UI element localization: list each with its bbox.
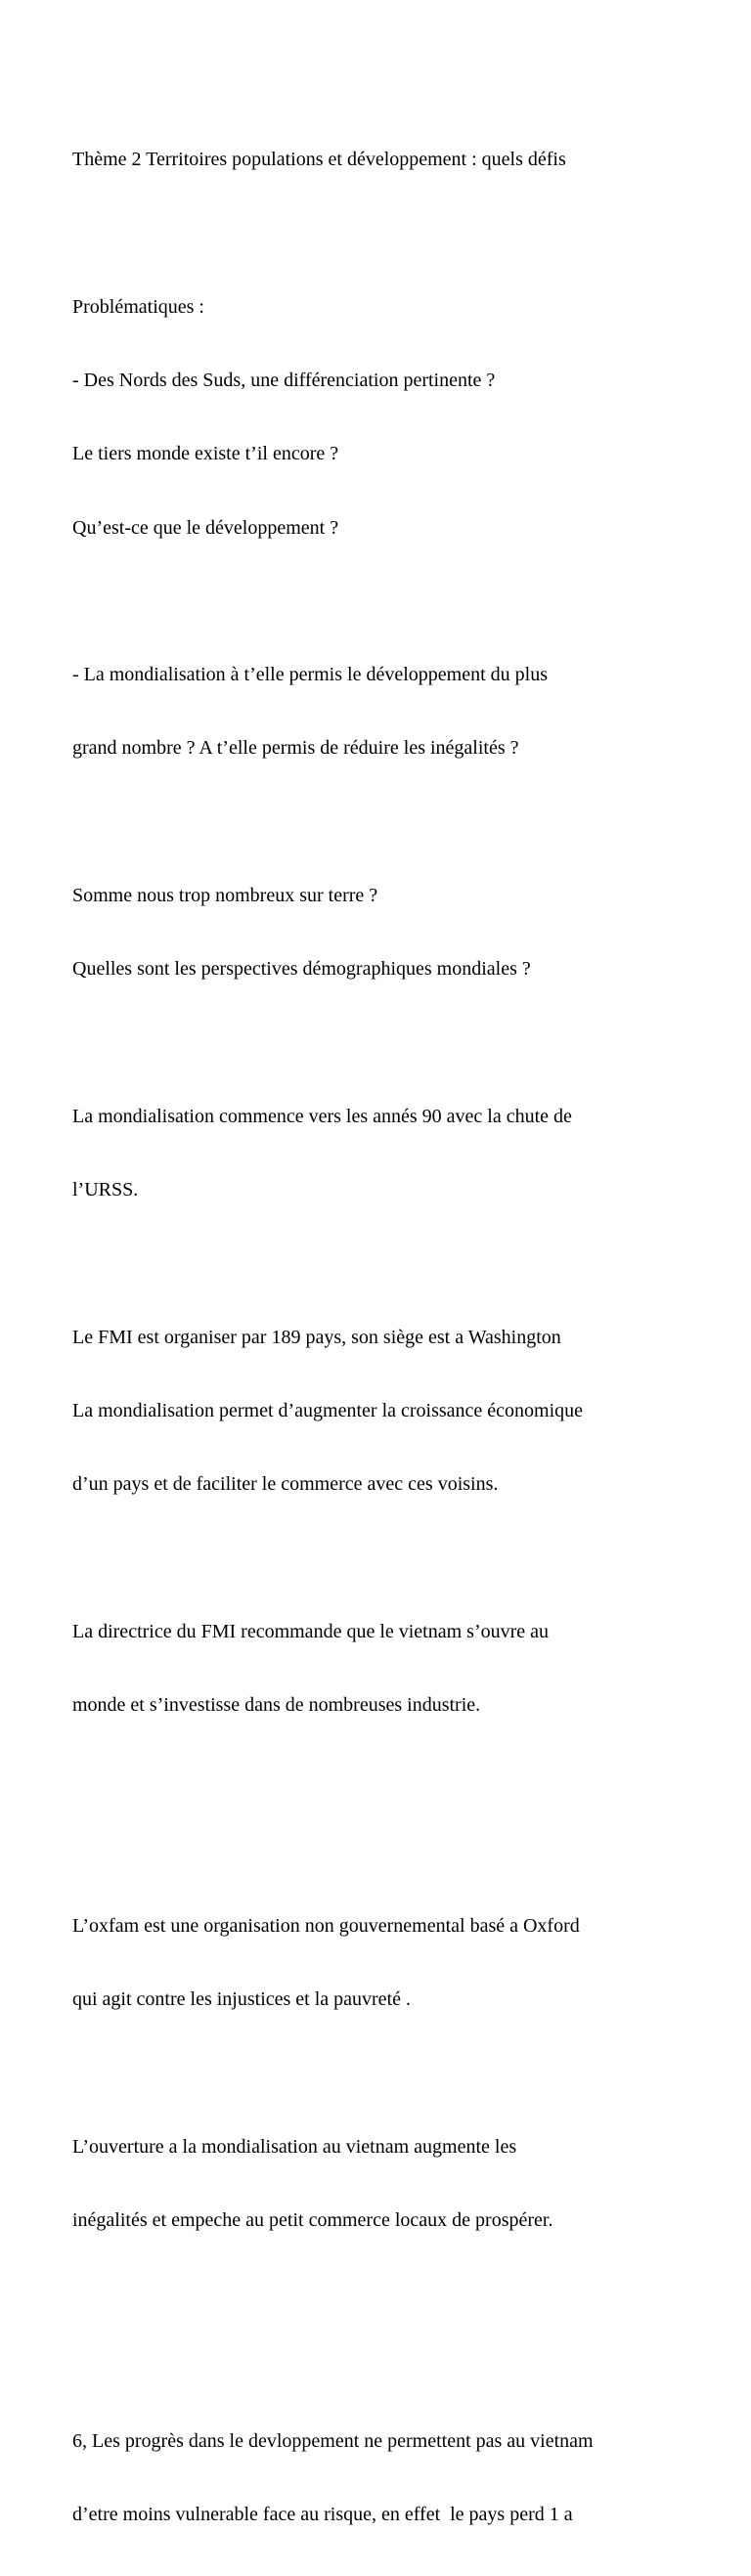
text-line: Somme nous trop nombreux sur terre ? bbox=[72, 885, 378, 906]
text-line: La mondialisation commence vers les annés 90 avec la chute de bbox=[72, 1105, 572, 1127]
text-line: - Des Nords des Suds, une différenciation pertinente ? bbox=[72, 370, 496, 392]
document-body bbox=[72, 99, 718, 2576]
text-line: - La mondialisation à t’elle permis le développement du plus bbox=[72, 664, 548, 686]
text-line: L’ouverture a la mondialisation au vietnam augmente les bbox=[72, 2135, 517, 2158]
document-title: Thème 2 Territoires populations et développement : quels défis bbox=[72, 149, 566, 171]
text-line: d’etre moins vulnerable face au risque, en effet le pays perd 1 a bbox=[72, 2504, 573, 2526]
blank-line bbox=[72, 1841, 718, 1865]
text-line: monde et s’investisse dans de nombreuses industrie. bbox=[72, 1694, 481, 1717]
blank-line bbox=[72, 1547, 718, 1571]
text-line: 6, Les progrès dans le devloppement ne permettent pas au vietnam bbox=[72, 2429, 594, 2452]
text-line: Le tiers monde existe t’il encore ? bbox=[72, 443, 339, 465]
text-line: d’un pays et de faciliter le commerce avec ces voisins. bbox=[72, 1473, 499, 1496]
text-line: Le FMI est organiser par 189 pays, son siège est a Washington bbox=[72, 1326, 561, 1348]
blank-line bbox=[72, 1031, 718, 1056]
text-line: Quelles sont les perspectives démographiques mondiales ? bbox=[72, 958, 531, 981]
blank-line bbox=[72, 1767, 718, 1791]
blank-line bbox=[72, 1251, 718, 1276]
text-line: l’URSS. bbox=[72, 1179, 139, 1201]
section-heading: Problématiques : bbox=[72, 295, 204, 318]
text-line: L’oxfam est une organisation non gouvernemental basé a Oxford bbox=[72, 1914, 580, 1937]
blank-line bbox=[72, 2062, 718, 2086]
blank-line bbox=[72, 589, 718, 614]
blank-line bbox=[72, 221, 718, 245]
text-line: La mondialisation permet d’augmenter la croissance économique bbox=[72, 1399, 584, 1421]
blank-line bbox=[72, 2282, 718, 2306]
text-line: qui agit contre les injustices et la pauvreté . bbox=[72, 1988, 411, 2011]
text-line: inégalités et empeche au petit commerce locaux de prospérer. bbox=[72, 2209, 553, 2232]
text-line: La directrice du FMI recommande que le vietnam s’ouvre au bbox=[72, 1620, 550, 1642]
text-line: grand nombre ? A t’elle permis de réduire les inégalités ? bbox=[72, 737, 519, 760]
text-line: Qu’est-ce que le développement ? bbox=[72, 516, 339, 539]
blank-line bbox=[72, 2356, 718, 2380]
blank-line bbox=[72, 810, 718, 835]
